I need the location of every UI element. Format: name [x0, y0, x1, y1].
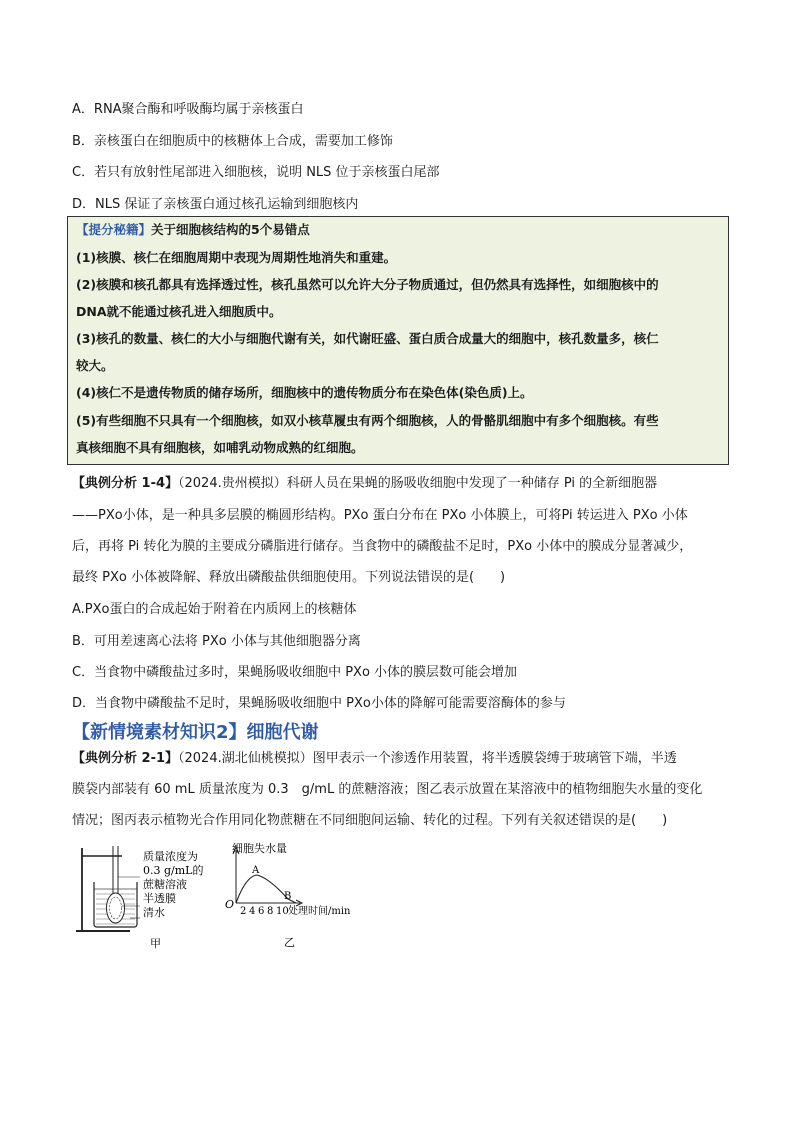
- section-title: 【新情境素材知识2】细胞代谢: [72, 722, 319, 743]
- tips-line: 较大。: [76, 358, 114, 373]
- example-1-4-line: 后，再将 Pi 转化为膜的主要成分磷脂进行储存。当食物中的磷酸盐不足时，PXo 小体中的膜成分显著减少，: [72, 539, 693, 554]
- example-2-1-line: 情况；图丙表示植物光合作用同化物蔗糖在不同细胞间运输、转化的过程。下列有关叙述错误的是( ): [72, 813, 668, 828]
- example-1-4-line: 【典例分析 1-4】（2024.贵州模拟）科研人员在果蝇的肠吸收细胞中发现了一种储存 Pi 的全新细胞器: [72, 476, 658, 491]
- water-loss-graph: [222, 842, 372, 954]
- label-membrane: 半透膜: [143, 892, 176, 905]
- x-tick: 2: [240, 906, 247, 917]
- example-2-1-line: 膜袋内部装有 60 mL 质量浓度为 0.3 g/mL 的蔗糖溶液；图乙表示放置在某溶液中的植物细胞失水量的变化: [72, 782, 703, 797]
- option-a: A．RNA聚合酶和呼吸酶均属于亲核蛋白: [72, 102, 304, 117]
- point-b-label: B: [284, 891, 292, 902]
- tips-line: (2)核膜和核孔都具有选择透过性，核孔虽然可以允许大分子物质通过，但仍然具有选择性，如细胞核中的: [76, 277, 659, 292]
- x-tick: 4: [249, 906, 256, 917]
- origin-label: O: [225, 898, 235, 911]
- tips-box: [67, 216, 729, 465]
- tips-heading: 【提分秘籍】关于细胞核结构的5个易错点: [76, 222, 310, 237]
- tips-line: 真核细胞不具有细胞核，如哺乳动物成熟的红细胞。: [76, 440, 364, 455]
- tips-line: (4)核仁不是遗传物质的储存场所，细胞核中的遗传物质分布在染色体(染色质)上。: [76, 385, 533, 400]
- label-water: 清水: [143, 906, 165, 919]
- tips-line: DNA就不能通过核孔进入细胞质中。: [76, 304, 282, 319]
- figure-yi: [222, 842, 372, 954]
- x-tick: 6: [258, 906, 265, 917]
- example-2-1-line: 【典例分析 2-1】（2024.湖北仙桃模拟）图甲表示一个渗透作用装置，将半透膜袋缚于玻璃管下端，半透: [72, 751, 677, 766]
- option-d: D．NLS 保证了亲核蛋白通过核孔运输到细胞核内: [72, 197, 359, 212]
- x-tick: 8: [267, 906, 274, 917]
- x-axis-label: 处理时间/min: [288, 906, 351, 917]
- example-1-4-option: C．当食物中磷酸盐过多时，果蝇肠吸收细胞中 PXo 小体的膜层数可能会增加: [72, 665, 518, 680]
- label-concentration: 质量浓度为: [143, 850, 198, 863]
- caption-jia: 甲: [150, 937, 161, 950]
- tips-line: (3)核孔的数量、核仁的大小与细胞代谢有关，如代谢旺盛、蛋白质合成量大的细胞中，核孔数量多，核仁: [76, 331, 659, 346]
- y-axis-label: 细胞失水量: [232, 842, 287, 855]
- tips-line: (1)核膜、核仁在细胞周期中表现为周期性地消失和重建。: [76, 250, 397, 265]
- example-1-4-option: A.PXo蛋白的合成起始于附着在内质网上的核糖体: [72, 602, 357, 617]
- tips-line: (5)有些细胞不只具有一个细胞核，如双小核草履虫有两个细胞核，人的骨骼肌细胞中有多个细胞核。有些: [76, 413, 659, 428]
- example-1-4-option: B．可用差速离心法将 PXo 小体与其他细胞器分离: [72, 634, 361, 649]
- option-c: C．若只有放射性尾部进入细胞核，说明 NLS 位于亲核蛋白尾部: [72, 165, 440, 180]
- example-1-4-option: D．当食物中磷酸盐不足时，果蝇肠吸收细胞中 PXo小体的降解可能需要溶酶体的参与: [72, 696, 566, 711]
- figure-jia: [70, 842, 220, 954]
- x-tick: 10: [276, 906, 289, 917]
- osmosis-apparatus-diagram: [70, 842, 220, 954]
- example-1-4-line: ——PXo小体，是一种具多层膜的椭圆形结构。PXo 蛋白分布在 PXo 小体膜上，可将Pi 转运进入 PXo 小体: [72, 508, 688, 523]
- label-sucrose: 蔗糖溶液: [143, 878, 187, 891]
- label-concentration-value: 0.3 g/mL的: [143, 864, 204, 877]
- caption-yi: 乙: [284, 936, 295, 949]
- example-1-4-line: 最终 PXo 小体被降解、释放出磷酸盐供细胞使用。下列说法错误的是( ): [72, 570, 506, 585]
- option-b: B．亲核蛋白在细胞质中的核糖体上合成，需要加工修饰: [72, 134, 393, 149]
- point-a-label: A: [252, 865, 260, 876]
